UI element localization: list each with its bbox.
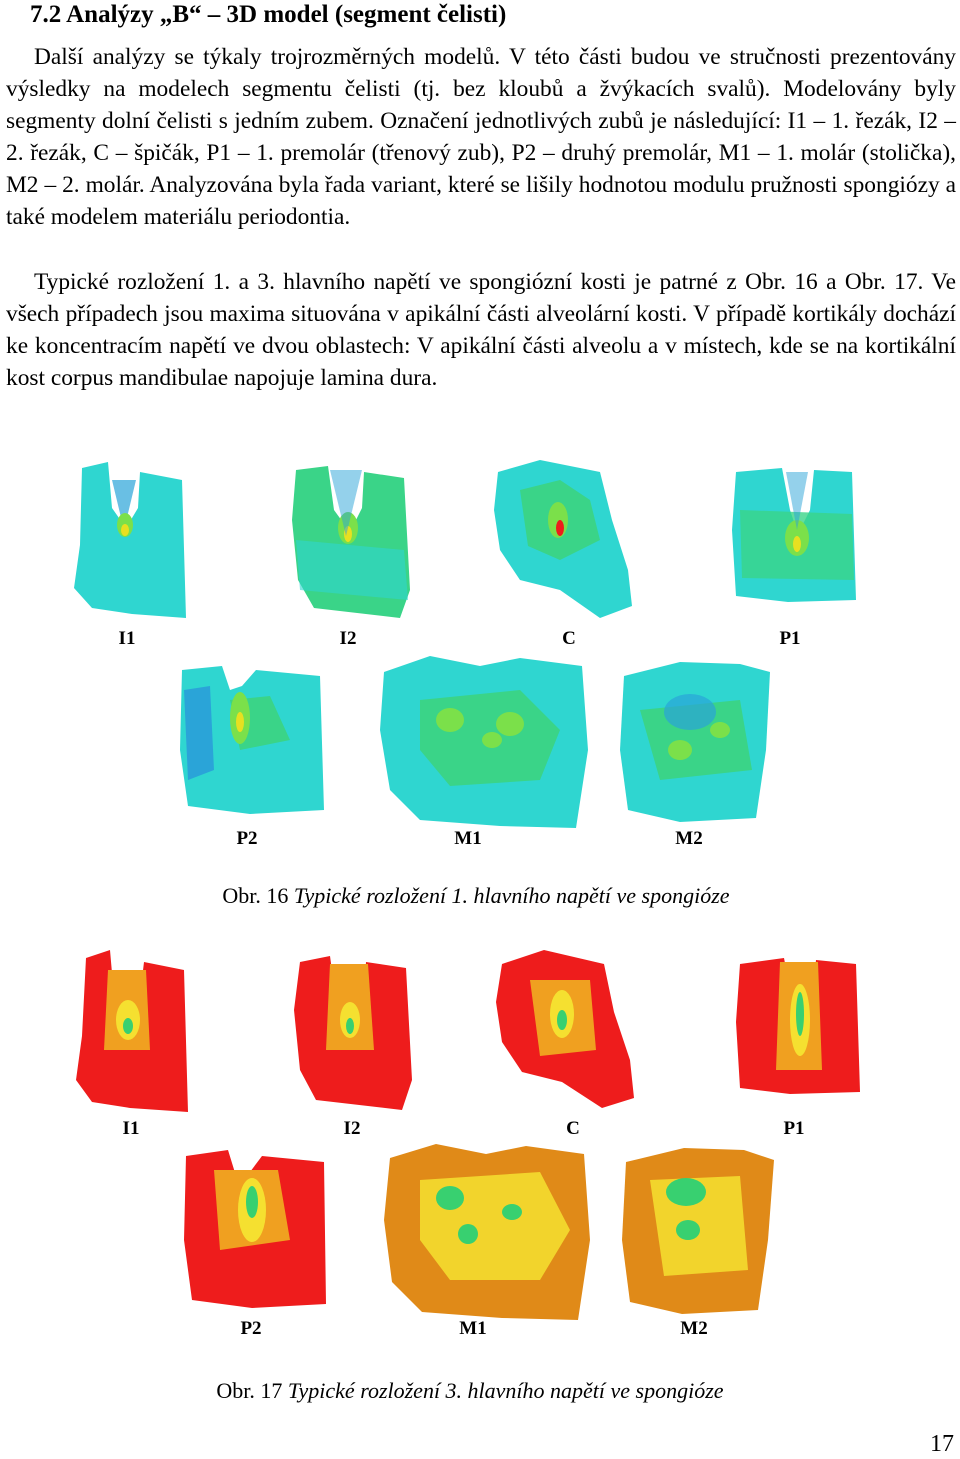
label-m2-17: M2: [680, 1318, 708, 1339]
model-i1: [74, 462, 186, 618]
section-heading: 7.2 Analýzy „B“ – 3D model (segment čelisti): [30, 1, 507, 28]
model-p1-17: [736, 958, 860, 1094]
paragraph-results: Typické rozložení 1. a 3. hlavního napětí ve spongiózní kosti je patrné z Obr. 16 a Obr. 17. Ve všech případech jsou maxima situována v apikální části alveolární kosti. V případě kortikály dochází ke koncentracím napětí ve dvou oblastech: V apikální části alveolu a v místech, kde se na kortikální kost corpus mandibulae napojuje lamina dura.: [6, 269, 956, 392]
label-c: C: [562, 628, 576, 649]
page-number: 17: [930, 1431, 954, 1457]
label-p2: P2: [236, 828, 258, 849]
model-p2: [180, 666, 324, 814]
label-p2-17: P2: [240, 1318, 262, 1339]
caption-16-text: Typické rozložení 1. hlavního napětí ve spongióze: [293, 883, 730, 908]
label-i1-17: I1: [122, 1118, 140, 1139]
label-i1: I1: [118, 628, 136, 649]
model-c-17: [496, 950, 634, 1108]
model-c: [494, 460, 632, 618]
model-m2: [620, 662, 770, 822]
label-i2-17: I2: [343, 1118, 361, 1139]
figure-17-models: [0, 940, 960, 1350]
model-p2-17: [184, 1150, 326, 1308]
label-p1-17: P1: [783, 1118, 805, 1139]
label-p1: P1: [779, 628, 801, 649]
label-m2: M2: [675, 828, 703, 849]
figure-17: [0, 940, 960, 1350]
caption-17-prefix: Obr. 17: [216, 1378, 283, 1403]
figure-16-models: [0, 450, 960, 850]
model-m1: [380, 656, 588, 828]
model-m1-17: [384, 1144, 590, 1320]
label-m1: M1: [454, 828, 482, 849]
paragraph-intro: Další analýzy se týkaly trojrozměrných modelů. V této části budou ve stručnosti prezentovány výsledky na modelech segmentu čelisti (tj. bez kloubů a žvýkacích svalů). Modelovány byly segmenty dolní čelisti s jedním zubem. Označení jednotlivých zubů je následující: I1 – 1. řezák, I2 – 2. řezák, C – špičák, P1 – 1. premolár (třenový zub), P2 – druhý premolár, M1 – 1. molár (stolička), M2 – 2. molár. Analyzována byla řada variant, které se lišily hodnotou modulu pružnosti spongiózy a také modelem materiálu periodontia.: [6, 44, 956, 231]
caption-figure-16: [0, 883, 956, 909]
label-i2: I2: [339, 628, 357, 649]
model-i1-17: [76, 950, 188, 1112]
figure-16: [0, 450, 960, 850]
model-m2-17: [622, 1148, 774, 1314]
caption-figure-17: [0, 1378, 950, 1404]
model-p1: [732, 468, 856, 602]
caption-17-text: Typické rozložení 3. hlavního napětí ve spongióze: [287, 1378, 724, 1403]
caption-16-prefix: Obr. 16: [222, 883, 289, 908]
model-i2-17: [294, 956, 412, 1110]
label-c-17: C: [566, 1118, 580, 1139]
label-m1-17: M1: [459, 1318, 487, 1339]
model-i2: [292, 466, 410, 618]
